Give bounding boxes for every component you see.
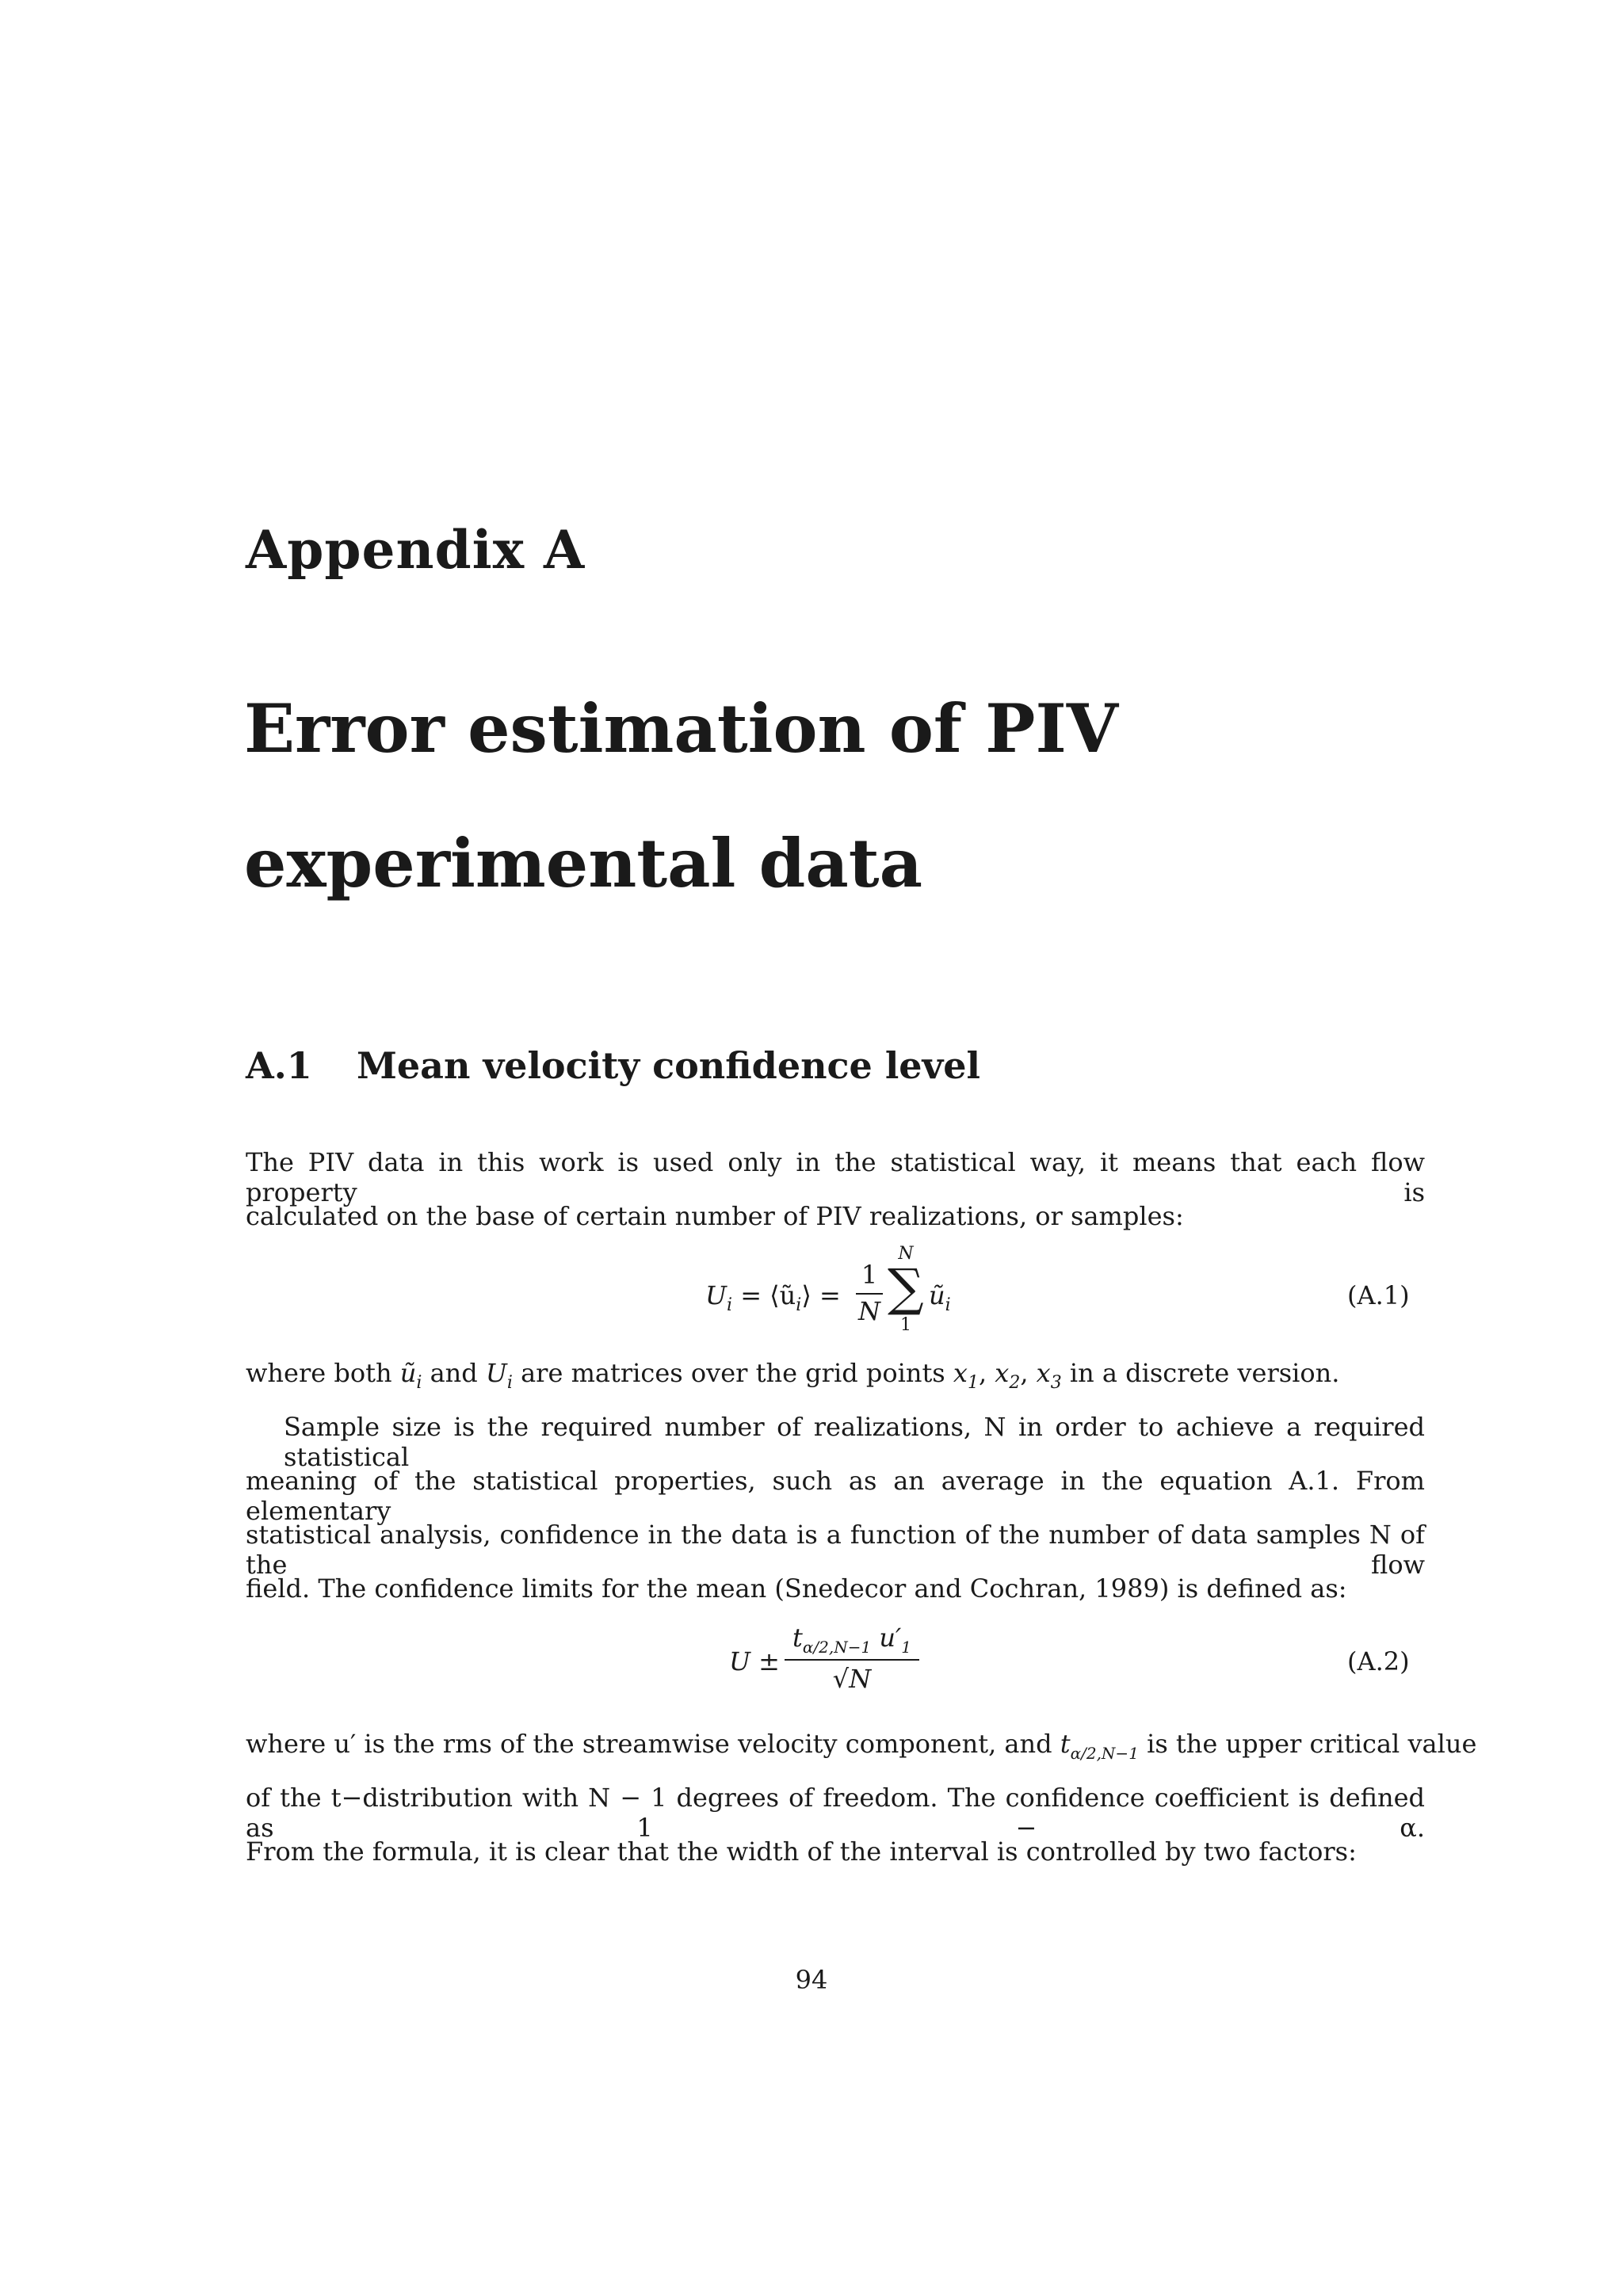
line-after-equation-a1: where both $ũ_i$ and $U_i$ are matrices over the grid points $x_1$, $x_2$, $x_3$ in a discrete version. (246, 1358, 1340, 1393)
equation-a1-number: (A.1) (1347, 1280, 1410, 1310)
section-title: Mean velocity confidence level (357, 1044, 981, 1087)
paragraph-1-line-2: calculated on the base of certain number of PIV realizations, or samples: (246, 1201, 1184, 1231)
equation-a1-sum-upper: N (898, 1244, 914, 1264)
paragraph-1-line-1: The PIV data in this work is used only in the statistical way, it means that each flow property is (246, 1147, 1425, 1207)
equation-a1-fraction-denominator: N (858, 1296, 880, 1326)
equation-a1-sum-symbol: ∑ (888, 1259, 924, 1318)
paragraph-2-line-2: meaning of the statistical properties, such as an average in the equation A.1. From elementary (246, 1466, 1425, 1526)
equation-a2-numerator: tα/2,N−1 u′1 (792, 1623, 911, 1657)
equation-a2-denominator: √N (832, 1664, 872, 1694)
paragraph-2-line-1: Sample size is the required number of realizations, N in order to achieve a required statistical (284, 1412, 1425, 1472)
chapter-title (244, 689, 1118, 959)
section-number: A.1 (246, 1044, 312, 1087)
paragraph-2-line-4: field. The confidence limits for the mean (Snedecor and Cochran, 1989) is defined as: (246, 1573, 1347, 1604)
section-heading (246, 1044, 980, 1087)
equation-a2-lhs: U ± (729, 1646, 780, 1676)
equation-a1-lhs: $U_i$ = $⟨ũ_i⟩$ = (705, 1280, 841, 1315)
equation-a1-sum-lower: 1 (900, 1315, 911, 1335)
equation-a1-fraction-bar (856, 1293, 883, 1295)
equation-a1-term: $ũ_i$ (929, 1280, 951, 1315)
chapter-title-line-1: Error estimation of PIV (244, 689, 1118, 768)
equation-a2-number: (A.2) (1347, 1646, 1410, 1676)
appendix-label: Appendix A (246, 519, 586, 581)
paragraph-3-line-1: where u′ is the rms of the streamwise velocity component, and $t_{\alpha/2,N-1}$ is the upper critical value (246, 1729, 1477, 1763)
paragraph-3-line-3: From the formula, it is clear that the width of the interval is controlled by two factors: (246, 1836, 1357, 1867)
equation-a2-fraction-bar (785, 1659, 919, 1661)
paragraph-3-line-2: of the t−distribution with N − 1 degrees of freedom. The confidence coefficient is defined as 1 − α. (246, 1783, 1425, 1843)
paragraph-2-line-3: statistical analysis, confidence in the data is a function of the number of data samples N of the flow (246, 1520, 1425, 1580)
equation-a1-fraction-numerator: 1 (861, 1260, 878, 1290)
page-number: 94 (795, 1965, 828, 1995)
chapter-title-line-2: experimental data (244, 824, 923, 902)
